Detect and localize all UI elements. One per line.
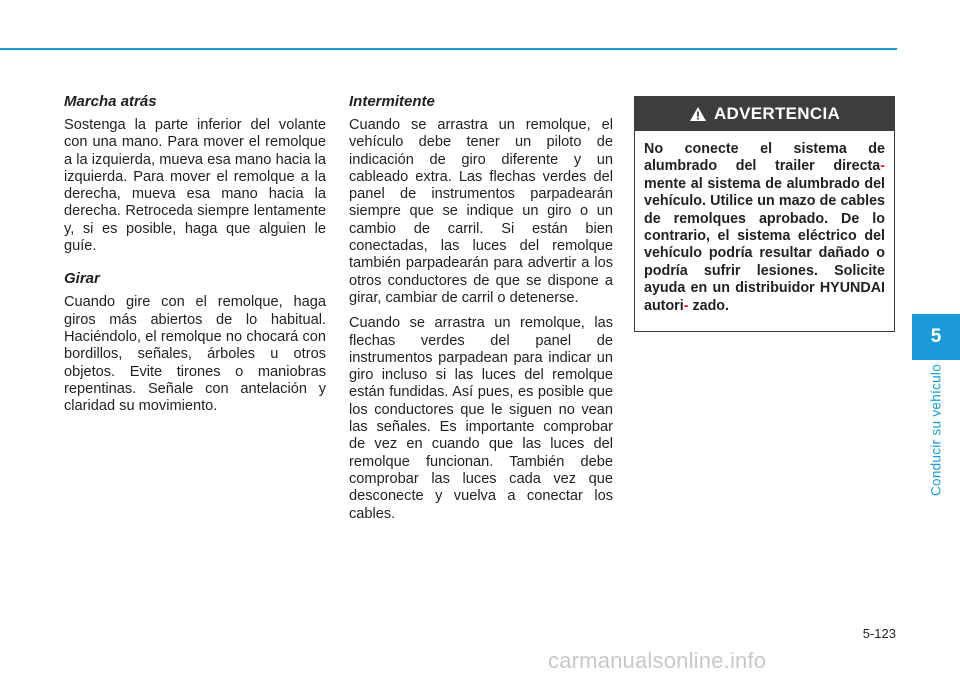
header-rule: [0, 48, 897, 50]
chapter-tab: [912, 314, 960, 360]
section-heading-reverse: Marcha atrás: [64, 93, 157, 110]
section-heading-turning: Girar: [64, 270, 100, 288]
warning-text: [635, 131, 894, 315]
warning-hyphen-1: -: [880, 158, 885, 175]
page-number: 5-123: [862, 626, 896, 641]
warning-header: [635, 97, 894, 131]
warning-triangle-icon: [689, 106, 707, 122]
middle-column: [349, 92, 613, 523]
watermark: carmanualsonline.info: [548, 648, 767, 673]
chapter-number: 5: [930, 326, 942, 347]
section-body-turn-signal-2: Cuando se arrastra un remolque, las flechas verdes del panel de instrumentos parpadean para indicar un giro incluso si las luces del remolque están fundidas. Así pues, es posible que los conductores que le siguen no vean las señales. Es importante comprobar de vez en cuando que las luces del remolque funcionan. También debe comprobar las luces cada vez que desconecte y vuelva a conectar los cables.: [349, 315, 613, 522]
warning-hyphen-2: -: [683, 297, 689, 314]
left-column: [64, 92, 326, 415]
warning-title: ADVERTENCIA: [713, 104, 841, 123]
warning-box: [634, 96, 895, 332]
chapter-label: Conducir su vehículo: [928, 363, 944, 497]
section-body-turning: Cuando gire con el remolque, haga giros más abiertos de lo habitual. Haciéndolo, el remolque no chocará con bordillos, señales, árboles u otros objetos. Evite tirones o maniobras repentinas. Señale con antelación y claridad su movimiento.: [64, 294, 326, 415]
warning-text-part-3: zado.: [692, 297, 730, 314]
section-heading-turn-signal: Intermitente: [349, 93, 435, 110]
section-body-reverse: Sostenga la parte inferior del volante con una mano. Para mover el remolque a la izquierda, mueva esa mano hacia la izquierda. Para mover el remolque a la derecha, mueva esa mano hacia la derecha. Retroceda siempre lentamente y, si es posible, haga que alguien le guíe.: [64, 117, 326, 255]
warning-text-part-2: mente al sistema de alumbrado del vehículo. Utilice un mazo de cables de remolques aprobado. De lo contrario, el sistema eléctrico del vehículo podría resultar dañado o podría sufrir lesiones. Solicite ayuda en un distribuidor HYUNDAI autori: [644, 175, 885, 314]
warning-text-part-1: No conecte el sistema de alumbrado del trailer directa: [644, 141, 885, 175]
section-body-turn-signal-1: Cuando se arrastra un remolque, el vehículo debe tener un piloto de indicación de giro diferente y un cableado extra. Las flechas verdes del panel de instrumentos parpadearán siempre que se indique un giro o un cambio de carril. Si están bien conectadas, las luces del remolque también parpadearán para advertir a los otros conductores de que se dispone a girar, cambiar de carril o detenerse.: [349, 117, 613, 306]
